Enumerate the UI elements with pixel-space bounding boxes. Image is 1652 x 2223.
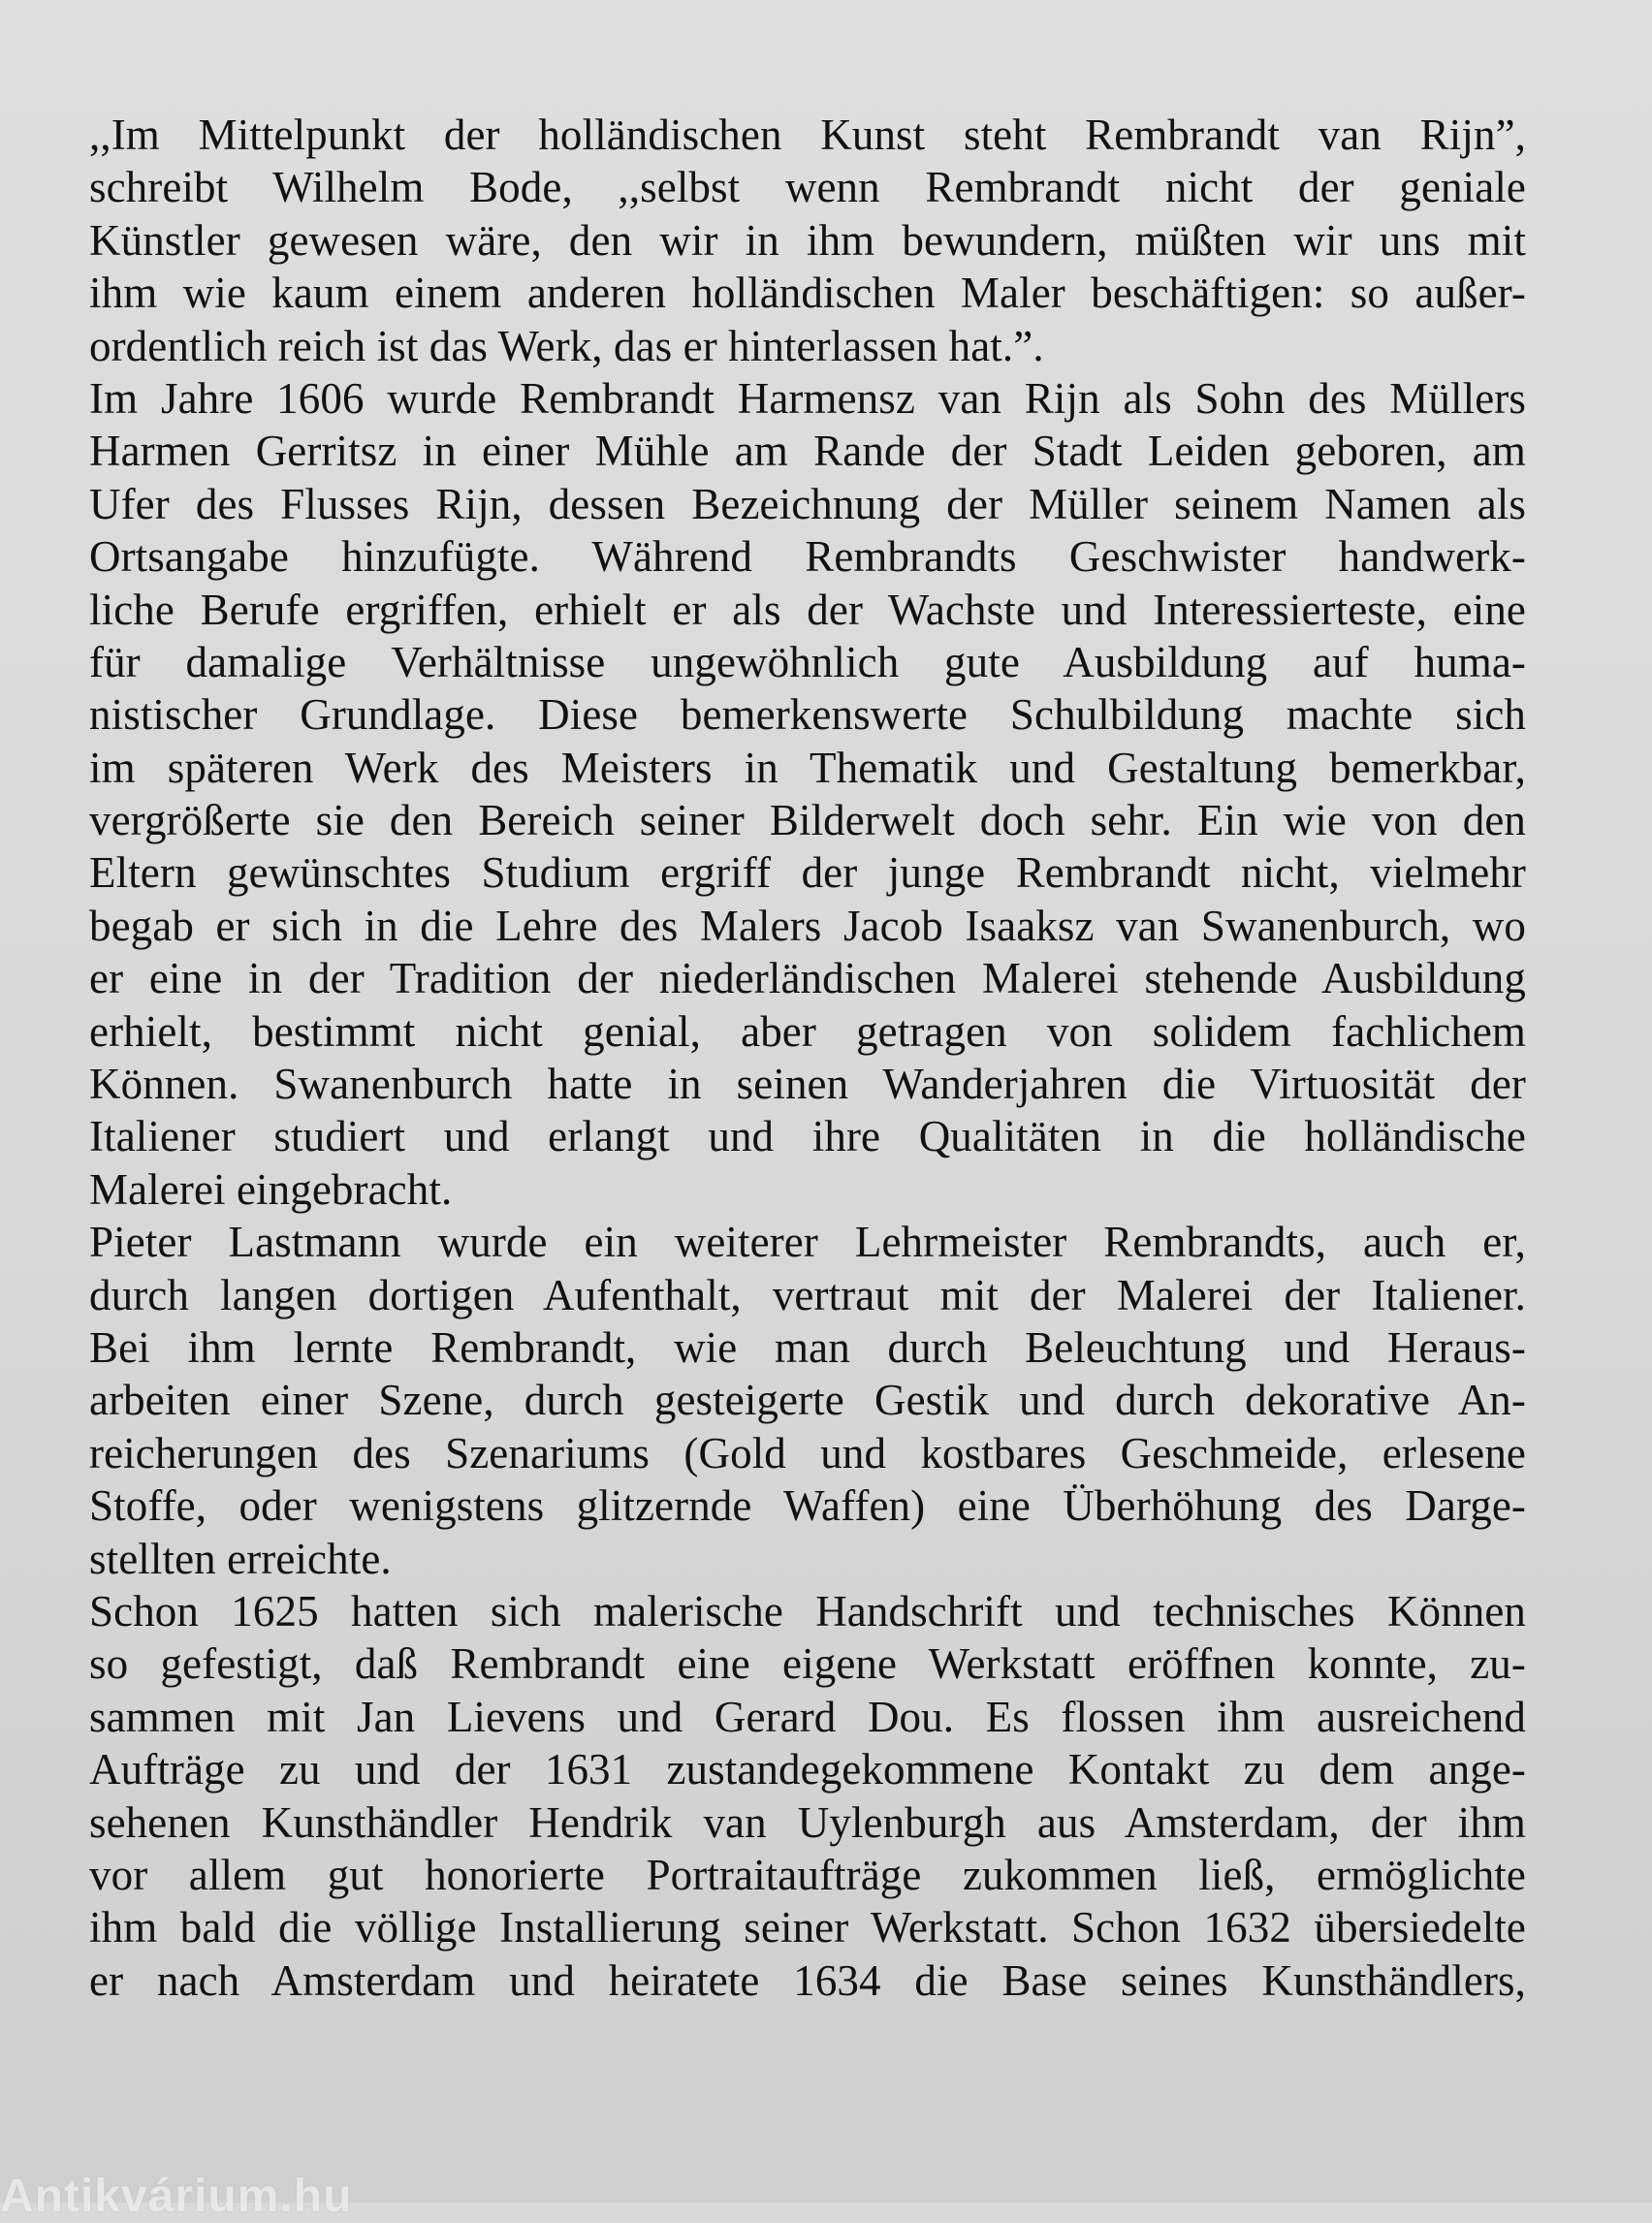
watermark: Antikvárium.hu (0, 2171, 353, 2222)
text-line: Harmen Gerritsz in einer Mühle am Rande der Stadt Leiden geboren, am (89, 427, 1526, 476)
text-line: Stoffe, oder wenigstens glitzernde Waffen) eine Überhöhung des Darge- (89, 1481, 1526, 1531)
text-line: durch langen dortigen Aufenthalt, vertraut mit der Malerei der Italiener. (89, 1270, 1526, 1319)
text-line: vor allem gut honorierte Portraitaufträge zukommen ließ, ermöglichte (89, 1850, 1526, 1899)
text-line: liche Berufe ergriffen, erhielt er als der Wachste und Interessierteste, eine (89, 585, 1526, 634)
text-line: Aufträge zu und der 1631 zustandegekommene Kontakt zu dem ange- (89, 1745, 1526, 1794)
body-text (89, 109, 1526, 2007)
text-line: sammen mit Jan Lievens und Gerard Dou. Es flossen ihm ausreichend (89, 1692, 1526, 1741)
text-line: Ortsangabe hinzufügte. Während Rembrandts Geschwister handwerk- (89, 532, 1526, 582)
text-line: so gefestigt, daß Rembrandt eine eigene Werkstatt eröffnen konnte, zu- (89, 1639, 1526, 1689)
text-line: stellten erreichte. (89, 1534, 392, 1583)
text-line: Künstler gewesen wäre, den wir in ihm bewundern, müßten wir uns mit (89, 215, 1526, 265)
text-line: Ufer des Flusses Rijn, dessen Bezeichnung der Müller seinem Namen als (89, 479, 1526, 528)
text-line: schreibt Wilhelm Bode, ,,selbst wenn Rembrandt nicht der geniale (89, 163, 1526, 212)
text-line: Malerei eingebracht. (89, 1164, 453, 1214)
text-line: vergrößerte sie den Bereich seiner Bilderwelt doch sehr. Ein wie von den (89, 796, 1526, 845)
text-line: reicherungen des Szenariums (Gold und kostbares Geschmeide, erlesene (89, 1428, 1526, 1477)
text-line: Können. Swanenburch hatte in seinen Wanderjahren die Virtuosität der (89, 1060, 1526, 1109)
text-line: Bei ihm lernte Rembrandt, wie man durch Beleuchtung und Heraus- (89, 1322, 1526, 1372)
text-line: nistischer Grundlage. Diese bemerkenswerte Schulbildung machte sich (89, 690, 1526, 740)
text-line: er nach Amsterdam und heiratete 1634 die Base seines Kunsthändlers, (89, 1955, 1526, 2005)
text-line: begab er sich in die Lehre des Malers Jacob Isaaksz van Swanenburch, wo (89, 901, 1526, 950)
text-line: Italiener studiert und erlangt und ihre Qualitäten in die holländische (89, 1112, 1526, 1161)
text-line: ihm bald die völlige Installierung seiner Werkstatt. Schon 1632 übersiedelte (89, 1903, 1526, 1953)
text-line: Schon 1625 hatten sich malerische Handschrift und technisches Können (89, 1586, 1526, 1635)
text-line: ordentlich reich ist das Werk, das er hinterlassen hat.”. (89, 321, 1044, 370)
text-line: im späteren Werk des Meisters in Thematik und Gestaltung bemerkbar, (89, 743, 1526, 792)
text-line: ,,Im Mittelpunkt der holländischen Kunst steht Rembrandt van Rijn”, (89, 111, 1526, 159)
text-line: arbeiten einer Szene, durch gesteigerte Gestik und durch dekorative An- (89, 1376, 1526, 1425)
text-line: Im Jahre 1606 wurde Rembrandt Harmensz van Rijn als Sohn des Müllers (89, 373, 1526, 423)
text-line: Eltern gewünschtes Studium ergriff der junge Rembrandt nicht, vielmehr (89, 848, 1526, 898)
text-line: erhielt, bestimmt nicht genial, aber getragen von solidem fachlichem (89, 1006, 1526, 1056)
text-line: er eine in der Tradition der niederländischen Malerei stehende Ausbildung (89, 954, 1526, 1003)
text-line: für damalige Verhältnisse ungewöhnlich gute Ausbildung auf huma- (89, 637, 1526, 686)
text-line: ihm wie kaum einem anderen holländischen Maler beschäftigen: so außer- (89, 269, 1526, 318)
text-line: Pieter Lastmann wurde ein weiterer Lehrmeister Rembrandts, auch er, (89, 1218, 1526, 1267)
text-line: sehenen Kunsthändler Hendrik van Uylenburgh aus Amsterdam, der ihm (89, 1797, 1526, 1847)
